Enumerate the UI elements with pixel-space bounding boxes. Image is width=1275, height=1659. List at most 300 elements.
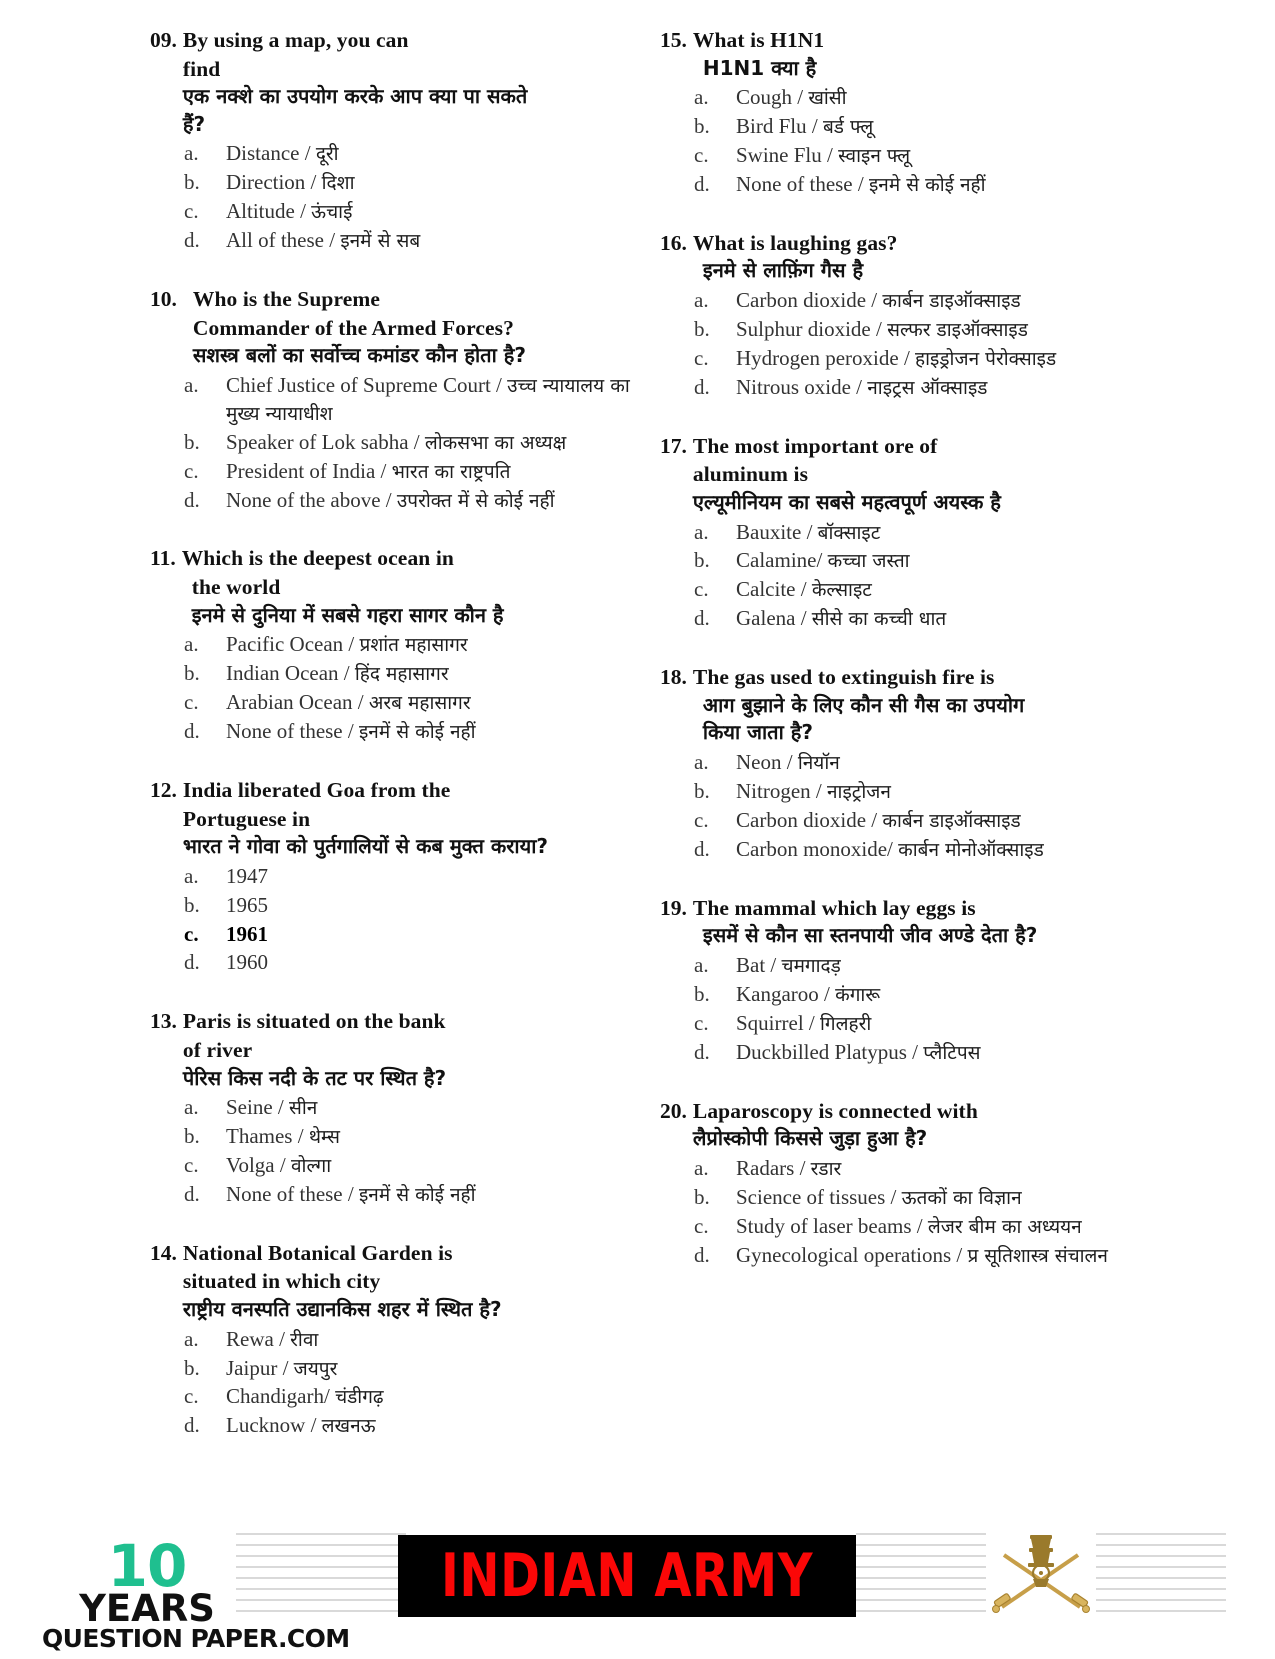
option-letter: b.	[694, 1184, 710, 1209]
option-body	[218, 1355, 640, 1383]
option-body	[218, 458, 640, 486]
option-letter: b.	[184, 661, 200, 686]
question-text	[693, 894, 1150, 950]
option-english: 1947	[226, 863, 268, 888]
option-body	[218, 689, 640, 717]
question-english-line1: Laparoscopy is connected with	[692, 1098, 978, 1123]
option-hindi: नाइट्रस ऑक्साइड	[867, 376, 988, 399]
footer-inner	[0, 1479, 1275, 1659]
option-letter: a.	[694, 750, 709, 774]
question-block-09	[150, 26, 640, 255]
question-english-line1: India liberated Goa from the	[182, 777, 451, 802]
question-text	[183, 285, 640, 370]
option-body	[728, 1242, 1150, 1270]
option-body	[218, 718, 640, 746]
option-item[interactable]	[660, 1242, 1150, 1270]
option-body	[728, 1155, 1150, 1183]
question-number: 12.	[150, 777, 177, 802]
option-english: None of the above /	[226, 487, 392, 512]
option-letter: a.	[184, 863, 199, 888]
option-english: Jaipur /	[226, 1355, 289, 1380]
question-number: 17.	[660, 433, 687, 458]
option-letter: d.	[694, 1242, 710, 1267]
option-hindi: कार्बन डाइऑक्साइड	[882, 290, 1021, 313]
option-hindi: रीवा	[290, 1328, 319, 1351]
option-item[interactable]	[150, 660, 640, 688]
option-hindi: स्वाइन फ्लू	[838, 145, 911, 168]
option-body	[728, 778, 1150, 806]
option-item[interactable]	[150, 892, 640, 920]
question-text	[183, 776, 640, 861]
option-hindi: कच्चा जस्ता	[827, 550, 910, 573]
option-letter: c.	[184, 458, 199, 483]
option-letter: d.	[694, 171, 710, 196]
option-hindi: नाइट्रोजन	[826, 780, 891, 803]
option-body	[218, 372, 640, 428]
option-letter: c.	[184, 921, 199, 946]
option-english: Thames /	[226, 1124, 304, 1149]
question-number: 16.	[660, 230, 687, 255]
option-body	[728, 1010, 1150, 1038]
option-english: Chief Justice of Supreme Court /	[226, 372, 502, 397]
option-english: Pacific Ocean /	[226, 632, 355, 657]
option-hindi: उच्च न्यायालय का मुख्य न्यायाधीश	[226, 374, 630, 425]
option-body	[728, 952, 1150, 980]
question-text	[183, 26, 640, 138]
option-english: Sulphur dioxide /	[736, 316, 882, 341]
option-english: Rewa /	[226, 1326, 285, 1351]
option-letter: d.	[184, 228, 200, 253]
option-english: 1960	[226, 950, 268, 975]
option-item[interactable]	[150, 1181, 640, 1209]
question-heading	[150, 1239, 640, 1324]
option-list	[660, 1155, 1150, 1270]
option-english: Duckbilled Platypus /	[736, 1039, 918, 1064]
option-english: Hydrogen peroxide /	[736, 345, 910, 370]
option-body	[218, 631, 640, 659]
question-hindi-line1: सशस्त्र बलों का सर्वोच्च कमांडर कौन होता है?	[192, 343, 526, 368]
option-english: Study of laser beams /	[736, 1213, 923, 1238]
option-hindi: थेम्स	[308, 1126, 340, 1149]
option-letter: b.	[694, 114, 710, 139]
question-heading	[660, 26, 1150, 82]
option-item[interactable]	[150, 689, 640, 717]
option-list	[150, 1094, 640, 1209]
option-item[interactable]	[660, 605, 1150, 633]
option-english: Nitrogen /	[736, 778, 822, 803]
question-hindi-line1: इनमे से लाफ़िंग गैस है	[702, 258, 864, 283]
question-number: 10.	[150, 287, 177, 312]
option-english: All of these /	[226, 228, 336, 253]
option-body	[728, 1184, 1150, 1212]
option-hindi: चंडीगढ़	[335, 1386, 384, 1409]
question-number: 19.	[660, 895, 687, 920]
option-item[interactable]	[660, 778, 1150, 806]
question-text	[693, 1097, 1150, 1153]
question-hindi-line1: भारत ने गोवा को पुर्तगालियों से कब मुक्त कराया?	[182, 834, 548, 859]
question-english-line1: What is H1N1	[692, 28, 825, 52]
site-brand-logo[interactable]	[42, 1532, 350, 1653]
option-list	[150, 140, 640, 255]
option-body	[728, 113, 1150, 141]
option-hindi: प्र सूतिशास्त्र संचालन	[967, 1244, 1108, 1267]
question-english-line1: By using a map, you can	[182, 28, 409, 52]
option-item[interactable]	[150, 863, 640, 891]
question-text	[693, 663, 1150, 747]
question-hindi-line2: हैं?	[182, 111, 206, 136]
option-item[interactable]	[150, 169, 640, 197]
option-item[interactable]	[150, 718, 640, 746]
option-hindi: इनमें से कोई नहीं	[358, 721, 476, 743]
option-letter: b.	[694, 316, 710, 341]
option-body	[218, 1412, 640, 1440]
option-hindi: प्लैटिपस	[923, 1041, 981, 1064]
question-number: 09.	[150, 28, 177, 52]
option-letter: d.	[184, 719, 200, 743]
question-block-14	[150, 1239, 640, 1440]
option-hindi: केल्साइट	[811, 579, 872, 602]
option-english: Kangaroo /	[736, 981, 830, 1006]
option-english: Science of tissues /	[736, 1184, 897, 1209]
option-hindi: इनमें से सब	[340, 230, 421, 253]
question-number: 15.	[660, 28, 687, 52]
option-letter: a.	[184, 632, 199, 657]
option-english: None of these /	[736, 171, 864, 196]
option-item[interactable]	[150, 227, 640, 255]
decorative-stripes-left	[236, 1533, 406, 1619]
question-heading	[660, 894, 1150, 950]
question-block-11	[150, 544, 640, 745]
option-list	[660, 84, 1150, 199]
option-body	[728, 374, 1150, 402]
option-body	[218, 863, 640, 891]
option-item[interactable]	[150, 487, 640, 515]
option-body	[728, 84, 1150, 112]
option-hindi: कार्बन मोनोऑक्साइड	[898, 838, 1044, 861]
option-item[interactable]	[660, 171, 1150, 199]
option-letter: d.	[694, 606, 710, 631]
option-item[interactable]	[660, 519, 1150, 547]
option-body	[218, 1181, 640, 1209]
option-letter: c.	[184, 690, 199, 715]
option-item[interactable]	[660, 836, 1150, 864]
decorative-stripes-right	[1096, 1533, 1226, 1619]
option-body	[218, 487, 640, 515]
question-english-line1: National Botanical Garden is	[182, 1240, 453, 1265]
option-english: Calcite /	[736, 577, 807, 602]
question-hindi-line2: किया जाता है?	[702, 720, 813, 745]
option-letter: d.	[184, 487, 200, 512]
option-english: Bat /	[736, 952, 777, 977]
option-english: Altitude /	[226, 199, 306, 224]
option-hindi: अरब महासागर	[368, 692, 471, 715]
option-english: Bauxite /	[736, 519, 813, 544]
question-english-line1: The gas used to extinguish fire is	[692, 665, 995, 690]
option-hindi: लोकसभा का अध्यक्ष	[424, 431, 567, 454]
option-hindi: नियॉन	[797, 752, 840, 774]
option-item[interactable]	[150, 1152, 640, 1180]
option-letter: a.	[694, 85, 709, 110]
option-item-correct[interactable]	[150, 921, 640, 949]
question-english-line2: the world	[191, 575, 281, 600]
question-heading	[150, 544, 640, 629]
question-block-16	[660, 229, 1150, 402]
option-letter: d.	[184, 1413, 200, 1438]
question-heading	[150, 26, 640, 138]
option-item[interactable]	[150, 949, 640, 977]
option-body	[218, 169, 640, 197]
brand-number: 10	[107, 1532, 187, 1600]
option-item[interactable]	[150, 1094, 640, 1122]
option-letter: a.	[184, 1326, 199, 1351]
option-letter: a.	[694, 952, 709, 977]
option-body	[728, 836, 1150, 864]
option-english: Indian Ocean /	[226, 661, 350, 686]
option-item[interactable]	[660, 113, 1150, 141]
option-english: President of India /	[226, 458, 387, 483]
option-letter: b.	[694, 778, 710, 803]
option-hindi: इनमे से कोई नहीं	[868, 173, 986, 196]
question-hindi-line1: एक नक्शे का उपयोग करके आप क्या पा सकते	[182, 84, 528, 109]
option-body	[218, 1123, 640, 1151]
option-english: Bird Flu /	[736, 114, 818, 139]
question-block-12	[150, 776, 640, 977]
option-body	[218, 1326, 640, 1354]
question-heading	[660, 432, 1150, 517]
indian-army-crossed-swords-emblem-icon	[986, 1529, 1096, 1615]
option-english: Galena /	[736, 606, 807, 631]
option-hindi: जयपुर	[293, 1357, 338, 1380]
option-english: Chandigarh/	[226, 1384, 330, 1409]
two-column-layout	[60, 26, 1215, 1470]
option-hindi: प्रशांत महासागर	[359, 634, 468, 657]
question-hindi-line1: इसमें से कौन सा स्तनपायी जीव अण्डे देता है?	[702, 923, 1038, 948]
question-number: 11.	[150, 546, 176, 571]
option-item[interactable]	[150, 1123, 640, 1151]
option-hindi: बॉक्साइट	[817, 521, 881, 544]
option-hindi: दूरी	[315, 143, 339, 166]
question-hindi-line1: एल्यूमीनियम का सबसे महत्वपूर्ण अयस्क है	[692, 489, 1001, 514]
option-hindi: बर्ड फ्लू	[822, 116, 874, 139]
option-item[interactable]	[660, 1039, 1150, 1067]
option-item[interactable]	[150, 1383, 640, 1411]
option-body	[218, 949, 640, 977]
question-english-line2: Portuguese in	[182, 806, 311, 831]
question-english-line1: What is laughing gas?	[692, 230, 898, 255]
option-hindi: सल्फर डाइऑक्साइड	[887, 318, 1028, 341]
option-item[interactable]	[660, 576, 1150, 604]
question-block-15	[660, 26, 1150, 199]
option-letter: b.	[184, 892, 200, 917]
option-item[interactable]	[150, 140, 640, 168]
option-item[interactable]	[660, 1184, 1150, 1212]
option-hindi: दिशा	[321, 172, 355, 195]
left-question-column	[60, 26, 640, 1470]
right-question-column	[660, 26, 1150, 1299]
decorative-stripes-middle	[856, 1533, 986, 1619]
question-text	[693, 432, 1150, 517]
option-list	[660, 287, 1150, 402]
option-hindi: सीसे का कच्ची धात	[811, 608, 947, 631]
question-english-line2: situated in which city	[182, 1269, 381, 1294]
option-item[interactable]	[660, 374, 1150, 402]
question-heading	[150, 285, 640, 370]
option-letter: d.	[694, 374, 710, 399]
option-letter: a.	[694, 519, 709, 544]
option-hindi: गिलहरी	[820, 1012, 872, 1035]
option-english: Carbon dioxide /	[736, 288, 878, 313]
option-body	[728, 807, 1150, 835]
option-item[interactable]	[150, 631, 640, 659]
indian-army-banner	[398, 1535, 856, 1617]
question-english-line1: Which is the deepest ocean in	[181, 546, 454, 571]
option-letter: b.	[694, 548, 710, 573]
option-english: Volga /	[226, 1153, 286, 1178]
option-item[interactable]	[660, 952, 1150, 980]
option-item[interactable]	[150, 1355, 640, 1383]
option-english: Lucknow /	[226, 1413, 317, 1438]
option-letter: d.	[694, 1039, 710, 1064]
option-body	[728, 547, 1150, 575]
question-block-18	[660, 663, 1150, 863]
question-hindi-line1: राष्ट्रीय वनस्पति उद्यानकिस शहर में स्थित है?	[182, 1297, 502, 1322]
option-hindi: सीन	[289, 1097, 318, 1120]
option-english: Neon /	[736, 750, 793, 774]
option-hindi: ऊंचाई	[311, 201, 353, 224]
option-english: Cough /	[736, 85, 804, 110]
question-heading	[150, 1007, 640, 1092]
question-english-line1: Paris is situated on the bank	[182, 1009, 446, 1034]
option-item[interactable]	[150, 1412, 640, 1440]
option-item[interactable]	[150, 458, 640, 486]
question-block-20	[660, 1097, 1150, 1270]
option-item[interactable]	[150, 429, 640, 457]
option-letter: c.	[694, 577, 709, 602]
question-text	[183, 1239, 640, 1324]
option-item[interactable]	[150, 198, 640, 226]
option-item[interactable]	[660, 547, 1150, 575]
option-english: Arabian Ocean /	[226, 690, 364, 715]
indian-army-banner-text: INDIAN ARMY	[441, 1541, 813, 1611]
brand-years-label: YEARS	[79, 1587, 215, 1630]
question-english-line2: of river	[182, 1037, 253, 1062]
option-english: None of these /	[226, 1181, 354, 1206]
option-list	[660, 519, 1150, 634]
option-item[interactable]	[660, 84, 1150, 112]
option-letter: b.	[694, 981, 710, 1006]
question-block-10	[150, 285, 640, 514]
option-letter: c.	[184, 1384, 199, 1409]
option-body	[728, 519, 1150, 547]
option-body	[218, 198, 640, 226]
option-letter: b.	[184, 429, 200, 454]
option-body	[218, 1094, 640, 1122]
option-item[interactable]	[660, 142, 1150, 170]
option-body	[728, 142, 1150, 170]
option-hindi: हिंद महासागर	[354, 663, 449, 686]
option-english: 1965	[226, 892, 268, 917]
page-footer	[0, 1479, 1275, 1659]
question-english-line1: Who is the Supreme	[192, 287, 381, 312]
option-body	[218, 660, 640, 688]
option-letter: d.	[694, 836, 710, 861]
option-hindi: चमगादड़	[781, 954, 841, 977]
option-english: Seine /	[226, 1095, 284, 1120]
option-item[interactable]	[150, 372, 640, 428]
option-item[interactable]	[660, 1010, 1150, 1038]
question-heading	[150, 776, 640, 861]
option-item[interactable]	[660, 1213, 1150, 1241]
brand-site-label: QUESTION PAPER.COM	[42, 1624, 350, 1653]
question-english-line2: find	[182, 56, 221, 81]
option-hindi: लखनऊ	[321, 1415, 376, 1438]
option-list	[150, 863, 640, 978]
question-block-17	[660, 432, 1150, 633]
option-body	[728, 605, 1150, 633]
option-item[interactable]	[660, 316, 1150, 344]
option-hindi: भारत का राष्ट्रपति	[391, 460, 511, 483]
option-letter: c.	[184, 199, 199, 224]
question-hindi-line1: आग बुझाने के लिए कौन सी गैस का उपयोग	[702, 692, 1025, 717]
question-text	[183, 1007, 640, 1092]
option-hindi: लेजर बीम का अध्ययन	[927, 1215, 1082, 1238]
option-letter: c.	[184, 1153, 199, 1178]
option-hindi: ऊतकों का विज्ञान	[901, 1186, 1022, 1209]
question-number: 13.	[150, 1009, 177, 1034]
option-item[interactable]	[660, 345, 1150, 373]
option-body	[728, 576, 1150, 604]
option-item[interactable]	[660, 749, 1150, 777]
option-body	[728, 316, 1150, 344]
option-english: 1961	[226, 921, 268, 946]
option-english: None of these /	[226, 719, 354, 743]
question-english-line2: Commander of the Armed Forces?	[192, 315, 514, 340]
option-body	[218, 1152, 640, 1180]
option-body	[728, 981, 1150, 1009]
option-body	[728, 345, 1150, 373]
option-english: Swine Flu /	[736, 143, 833, 168]
question-english-line1: The most important ore of	[692, 433, 938, 458]
option-hindi: कार्बन डाइऑक्साइड	[882, 809, 1021, 832]
option-item[interactable]	[660, 807, 1150, 835]
option-letter: b.	[184, 170, 200, 195]
option-letter: c.	[694, 143, 709, 168]
option-letter: d.	[184, 950, 200, 975]
option-item[interactable]	[660, 1155, 1150, 1183]
option-letter: b.	[184, 1355, 200, 1380]
question-text	[182, 544, 640, 629]
option-body	[218, 140, 640, 168]
option-item[interactable]	[150, 1326, 640, 1354]
option-english: Calamine/	[736, 548, 823, 573]
option-item[interactable]	[660, 287, 1150, 315]
option-english: Squirrel /	[736, 1010, 815, 1035]
option-letter: a.	[184, 1095, 199, 1120]
option-hindi: इनमें से कोई नहीं	[358, 1183, 476, 1206]
question-block-13	[150, 1007, 640, 1208]
question-english-line2: aluminum is	[692, 462, 809, 487]
option-letter: c.	[694, 1010, 709, 1035]
option-english: Carbon monoxide/	[736, 836, 893, 861]
option-hindi: कंगारू	[835, 983, 881, 1006]
option-list	[660, 749, 1150, 864]
option-letter: a.	[184, 141, 199, 166]
option-list	[150, 631, 640, 746]
option-letter: c.	[694, 1213, 709, 1238]
question-number: 18.	[660, 665, 687, 690]
option-letter: a.	[694, 288, 709, 313]
option-item[interactable]	[660, 981, 1150, 1009]
